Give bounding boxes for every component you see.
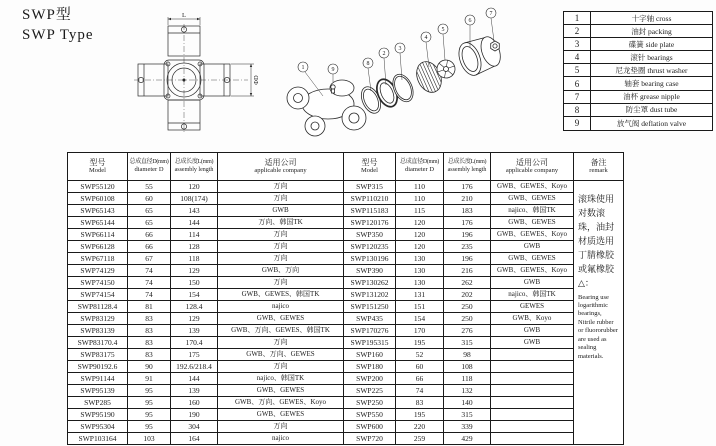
model-cell: SWP95304 [68, 421, 128, 433]
page-title-en: SWP Type [22, 26, 94, 43]
exploded-view-drawing [278, 4, 563, 149]
model-cell: SWP83175 [68, 349, 128, 361]
length-cell: 118 [171, 253, 218, 265]
legend-row [564, 77, 712, 90]
header-model-right: 型号 Model [344, 153, 396, 181]
company-cell [491, 433, 574, 445]
legend-part-label: 放气阀 deflation valve [616, 118, 687, 128]
diameter-cell: 74 [128, 277, 171, 289]
dim-length-label: L [182, 12, 186, 19]
balloon-number: 9 [331, 67, 335, 74]
balloon-number: 2 [382, 51, 386, 58]
company-cell: GWB [218, 205, 344, 217]
header-model-left: 型号 Model [68, 153, 128, 181]
model-cell: SWP95190 [68, 409, 128, 421]
diameter-cell: 154 [396, 313, 444, 325]
model-cell: SWP170276 [344, 325, 396, 337]
company-cell: 万向 [218, 229, 344, 241]
diameter-cell: 95 [128, 409, 171, 421]
legend-row [564, 64, 712, 77]
model-cell: SWP55120 [68, 181, 128, 193]
diameter-cell: 83 [396, 397, 444, 409]
company-cell: 万向 [218, 241, 344, 253]
company-cell: najico、韩国TK [218, 373, 344, 385]
company-cell [491, 421, 574, 433]
diameter-cell: 90 [128, 361, 171, 373]
diameter-cell: 220 [396, 421, 444, 433]
legend-row [564, 38, 712, 51]
length-cell: 129 [171, 313, 218, 325]
model-cell: SWP74150 [68, 277, 128, 289]
model-cell: SWP285 [68, 397, 128, 409]
model-cell: SWP83170.4 [68, 337, 128, 349]
bearing-cup-part [455, 33, 505, 79]
company-cell [491, 373, 574, 385]
length-cell: 170.4 [171, 337, 218, 349]
diameter-cell: 110 [396, 193, 444, 205]
company-cell: GWB、GEWES [491, 253, 574, 265]
model-cell: SWP250 [344, 397, 396, 409]
diameter-cell: 52 [396, 349, 444, 361]
company-cell [491, 397, 574, 409]
legend-part-label: 碟簧 side plate [628, 39, 675, 49]
company-cell: GWB、GEWES [218, 409, 344, 421]
length-cell: 250 [444, 301, 491, 313]
company-cell [491, 409, 574, 421]
diameter-cell: 60 [128, 193, 171, 205]
model-cell: SWP120235 [344, 241, 396, 253]
diameter-cell: 95 [128, 385, 171, 397]
length-cell: 262 [444, 277, 491, 289]
diameter-cell: 195 [396, 337, 444, 349]
company-cell: GWB、GEWES、Koyo [491, 265, 574, 277]
model-cell: SWP67118 [68, 253, 128, 265]
spec-row [68, 349, 624, 361]
company-cell: GWB、万向、GEWES、韩国TK [218, 325, 344, 337]
diameter-cell: 131 [396, 289, 444, 301]
spec-row [68, 337, 624, 349]
company-cell: GWB、万向 [218, 265, 344, 277]
header-remark: 备注 remark [574, 153, 624, 181]
length-cell: 315 [444, 409, 491, 421]
header-company-left: 适用公司 applicable company [218, 153, 344, 181]
length-cell: 196 [444, 253, 491, 265]
balloon-number: 6 [468, 18, 472, 25]
grease-fitting-part [331, 85, 335, 93]
model-cell: SWP180 [344, 361, 396, 373]
company-cell: GWB、GEWES、Koyo [491, 229, 574, 241]
model-cell: SWP130262 [344, 277, 396, 289]
diameter-cell: 83 [128, 325, 171, 337]
spec-row [68, 217, 624, 229]
length-cell: 139 [171, 385, 218, 397]
company-cell: 万向 [218, 421, 344, 433]
model-cell: SWP90192.6 [68, 361, 128, 373]
page-title [22, 6, 94, 45]
length-cell: 129 [171, 265, 218, 277]
length-cell: 150 [171, 277, 218, 289]
legend-part-label: 尼龙垫圈 thrust washer [615, 65, 688, 75]
legend-row [564, 104, 712, 117]
length-cell: 183 [444, 205, 491, 217]
spec-table [67, 152, 624, 445]
remark-text-en: Bearing use logarithmic bearings, Nitrile rubber or fluororubber are used as sealing materials. [578, 293, 618, 360]
spec-row [68, 277, 624, 289]
spec-table-header-row [68, 153, 624, 181]
page-title-cn: SWP型 [22, 7, 72, 23]
legend-part-label: 油封 packing [631, 26, 672, 36]
diameter-cell: 110 [396, 181, 444, 193]
model-cell: SWP74129 [68, 265, 128, 277]
legend-part-number: 1 [564, 12, 591, 24]
legend-row [564, 117, 712, 130]
spec-row [68, 229, 624, 241]
length-cell: 250 [444, 313, 491, 325]
spec-row [68, 325, 624, 337]
spec-row [68, 193, 624, 205]
company-cell [491, 361, 574, 373]
model-cell: SWP390 [344, 265, 396, 277]
nut-part [491, 41, 500, 51]
legend-body [564, 12, 712, 130]
diameter-cell: 130 [396, 253, 444, 265]
dim-diameter-label: ΦD [253, 75, 260, 85]
diameter-cell: 115 [396, 205, 444, 217]
model-cell: SWP350 [344, 229, 396, 241]
diameter-cell: 259 [396, 433, 444, 445]
legend-row [564, 91, 712, 104]
model-cell: SWP66114 [68, 229, 128, 241]
spec-row [68, 421, 624, 433]
diameter-cell: 170 [396, 325, 444, 337]
legend-part-number: 2 [564, 25, 591, 37]
spec-row [68, 409, 624, 421]
legend-row [564, 25, 712, 38]
model-cell: SWP65143 [68, 205, 128, 217]
length-cell: 176 [444, 181, 491, 193]
length-cell: 143 [171, 205, 218, 217]
diameter-cell: 55 [128, 181, 171, 193]
model-cell: SWP110210 [344, 193, 396, 205]
model-cell: SWP160 [344, 349, 396, 361]
spec-row [68, 301, 624, 313]
diameter-cell: 81 [128, 301, 171, 313]
spec-row [68, 433, 624, 445]
diameter-cell: 120 [396, 229, 444, 241]
diameter-cell: 74 [128, 265, 171, 277]
company-cell: 万向 [218, 193, 344, 205]
diameter-cell: 60 [396, 361, 444, 373]
length-cell: 175 [171, 349, 218, 361]
diameter-cell: 74 [396, 385, 444, 397]
length-cell: 429 [444, 433, 491, 445]
cross-front-view-drawing [122, 12, 260, 144]
company-cell: GWB、万向、GEWES、Koyo [218, 397, 344, 409]
length-cell: 154 [171, 289, 218, 301]
balloon-number: 1 [301, 65, 305, 72]
model-cell: SWP130196 [344, 253, 396, 265]
company-cell: GWB [491, 325, 574, 337]
spec-row [68, 265, 624, 277]
spec-row [68, 205, 624, 217]
company-cell: GEWES [491, 301, 574, 313]
legend-part-label: 轴套 bearing case [624, 79, 679, 89]
model-cell: SWP435 [344, 313, 396, 325]
diameter-cell: 120 [396, 241, 444, 253]
company-cell: 万向 [218, 181, 344, 193]
parts-legend-table [563, 11, 713, 131]
diameter-cell: 83 [128, 313, 171, 325]
spec-row [68, 373, 624, 385]
length-cell: 192.6/218.4 [171, 361, 218, 373]
legend-part-label: 油杯 grease nipple [623, 92, 680, 102]
diameter-cell: 130 [396, 277, 444, 289]
length-cell: 132 [444, 385, 491, 397]
cross-body-part [287, 80, 366, 136]
length-cell: 339 [444, 421, 491, 433]
length-cell: 202 [444, 289, 491, 301]
balloon-number: 3 [398, 46, 402, 53]
legend-part-number: 5 [564, 64, 591, 76]
balloon-number: 7 [489, 11, 493, 18]
length-cell: 235 [444, 241, 491, 253]
length-cell: 144 [171, 217, 218, 229]
length-cell: 190 [171, 409, 218, 421]
diameter-cell: 66 [396, 373, 444, 385]
company-cell: GWB [491, 241, 574, 253]
remark-text-cn: 滚珠使用对数滚珠，油封材质选用丁腈橡胶或氟橡胶△： [578, 194, 615, 288]
header-length-left: 总成长度L(mm) assembly length [171, 153, 218, 181]
balloon-number: 8 [366, 61, 370, 68]
diameter-cell: 95 [128, 397, 171, 409]
company-cell: GWB、GEWES [491, 193, 574, 205]
model-cell: SWP131202 [344, 289, 396, 301]
balloon-number: 5 [441, 27, 445, 34]
spec-row [68, 241, 624, 253]
length-cell: 144 [171, 373, 218, 385]
diameter-cell: 66 [128, 241, 171, 253]
model-cell: SWP200 [344, 373, 396, 385]
diameter-cell: 195 [396, 409, 444, 421]
legend-part-label: 十字轴 cross [631, 13, 672, 23]
legend-part-number: 3 [564, 38, 591, 50]
company-cell: GWB、万向、GEWES [218, 349, 344, 361]
diameter-cell: 65 [128, 205, 171, 217]
length-cell: 128 [171, 241, 218, 253]
length-cell: 176 [444, 217, 491, 229]
company-cell: GWB [491, 337, 574, 349]
length-cell: 139 [171, 325, 218, 337]
company-cell: 万向 [218, 361, 344, 373]
model-cell: SWP103164 [68, 433, 128, 445]
length-cell: 118 [444, 373, 491, 385]
model-cell: SWP81128.4 [68, 301, 128, 313]
company-cell: GWB、GEWES、韩国TK [218, 289, 344, 301]
model-cell: SWP74154 [68, 289, 128, 301]
length-cell: 108(174) [171, 193, 218, 205]
diameter-cell: 83 [128, 337, 171, 349]
company-cell: GWB、GEWES [491, 217, 574, 229]
company-cell: GWB、GEWES、Koyo [491, 181, 574, 193]
length-cell: 128.4 [171, 301, 218, 313]
legend-part-number: 4 [564, 51, 591, 63]
model-cell: SWP66128 [68, 241, 128, 253]
length-cell: 196 [444, 229, 491, 241]
remark-cell [574, 181, 624, 445]
header-diameter-right: 总成直径D(mm) diameter D [396, 153, 444, 181]
length-cell: 98 [444, 349, 491, 361]
spec-row [68, 361, 624, 373]
legend-part-number: 6 [564, 77, 591, 89]
legend-part-number: 8 [564, 104, 591, 116]
diameter-cell: 130 [396, 265, 444, 277]
model-cell: SWP83129 [68, 313, 128, 325]
header-diameter-left: 总成直径D(mm) diameter D [128, 153, 171, 181]
length-cell: 140 [444, 397, 491, 409]
diameter-cell: 65 [128, 217, 171, 229]
legend-part-label: 防尘罩 dust tube [625, 105, 678, 115]
model-cell: SWP315 [344, 181, 396, 193]
length-cell: 160 [171, 397, 218, 409]
diameter-cell: 74 [128, 289, 171, 301]
spec-row [68, 313, 624, 325]
model-cell: SWP115183 [344, 205, 396, 217]
header-length-right: 总成长度L(mm) assembly length [444, 153, 491, 181]
model-cell: SWP65144 [68, 217, 128, 229]
legend-row [564, 12, 712, 25]
length-cell: 315 [444, 337, 491, 349]
diameter-cell: 95 [128, 421, 171, 433]
model-cell: SWP120176 [344, 217, 396, 229]
company-cell: najico [218, 433, 344, 445]
diameter-cell: 66 [128, 229, 171, 241]
company-cell: 万向 [218, 253, 344, 265]
model-cell: SWP60108 [68, 193, 128, 205]
model-cell: SWP720 [344, 433, 396, 445]
spec-row [68, 181, 624, 193]
model-cell: SWP83139 [68, 325, 128, 337]
spec-table-body [68, 181, 624, 445]
model-cell: SWP91144 [68, 373, 128, 385]
spec-row [68, 253, 624, 265]
header-company-right: 适用公司 applicable company [491, 153, 574, 181]
model-cell: SWP600 [344, 421, 396, 433]
diameter-cell: 120 [396, 217, 444, 229]
company-cell: najico、韩国TK [491, 289, 574, 301]
company-cell: 万向、韩国TK [218, 217, 344, 229]
spec-row [68, 289, 624, 301]
length-cell: 210 [444, 193, 491, 205]
legend-part-number: 7 [564, 91, 591, 103]
length-cell: 120 [171, 181, 218, 193]
length-cell: 114 [171, 229, 218, 241]
company-cell [491, 349, 574, 361]
model-cell: SWP95139 [68, 385, 128, 397]
length-cell: 108 [444, 361, 491, 373]
model-cell: SWP225 [344, 385, 396, 397]
spec-row [68, 385, 624, 397]
legend-row [564, 51, 712, 64]
length-cell: 164 [171, 433, 218, 445]
diameter-cell: 67 [128, 253, 171, 265]
diameter-cell: 83 [128, 349, 171, 361]
diameter-cell: 151 [396, 301, 444, 313]
diameter-cell: 91 [128, 373, 171, 385]
length-cell: 276 [444, 325, 491, 337]
spec-row [68, 397, 624, 409]
company-cell: najico [218, 301, 344, 313]
company-cell: 万向 [218, 337, 344, 349]
company-cell: GWB [491, 277, 574, 289]
length-cell: 216 [444, 265, 491, 277]
balloon-number: 4 [424, 35, 428, 42]
model-cell: SWP550 [344, 409, 396, 421]
company-cell: GWB、GEWES [218, 313, 344, 325]
company-cell: GWB、Koyo [491, 313, 574, 325]
legend-part-number: 9 [564, 117, 591, 130]
model-cell: SWP151250 [344, 301, 396, 313]
company-cell [491, 385, 574, 397]
company-cell: 万向 [218, 277, 344, 289]
company-cell: najico、韩国TK [491, 205, 574, 217]
legend-part-label: 滚针 bearings [630, 52, 673, 62]
company-cell: GWB、GEWES [218, 385, 344, 397]
model-cell: SWP195315 [344, 337, 396, 349]
length-cell: 304 [171, 421, 218, 433]
diameter-cell: 103 [128, 433, 171, 445]
